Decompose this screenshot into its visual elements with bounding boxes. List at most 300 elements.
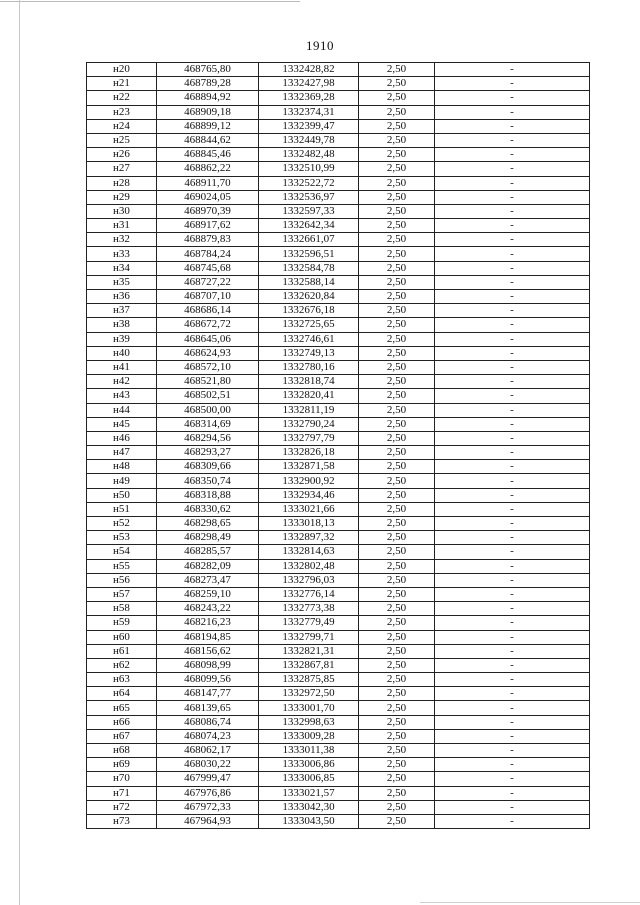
x-coordinate-cell: 468917,62 (157, 219, 259, 233)
point-id-cell: н29 (87, 190, 157, 204)
point-id-cell: н37 (87, 304, 157, 318)
table-row (87, 673, 590, 687)
accuracy-cell: 2,50 (359, 630, 435, 644)
y-coordinate-cell: 1332399,47 (259, 119, 359, 133)
y-coordinate-cell: 1332482,48 (259, 148, 359, 162)
point-id-cell: н26 (87, 148, 157, 162)
y-coordinate-cell: 1332510,99 (259, 162, 359, 176)
x-coordinate-cell: 468294,56 (157, 431, 259, 445)
table-row (87, 233, 590, 247)
point-id-cell: н51 (87, 502, 157, 516)
table-row (87, 502, 590, 516)
point-id-cell: н24 (87, 119, 157, 133)
y-coordinate-cell: 1332725,65 (259, 318, 359, 332)
accuracy-cell: 2,50 (359, 389, 435, 403)
point-id-cell: н50 (87, 488, 157, 502)
x-coordinate-cell: 468139,65 (157, 701, 259, 715)
x-coordinate-cell: 468909,18 (157, 105, 259, 119)
y-coordinate-cell: 1332588,14 (259, 275, 359, 289)
x-coordinate-cell: 467972,33 (157, 800, 259, 814)
y-coordinate-cell: 1332428,82 (259, 63, 359, 77)
point-id-cell: н48 (87, 460, 157, 474)
accuracy-cell: 2,50 (359, 77, 435, 91)
point-id-cell: н28 (87, 176, 157, 190)
point-id-cell: н71 (87, 786, 157, 800)
y-coordinate-cell: 1333021,66 (259, 502, 359, 516)
point-id-cell: н35 (87, 275, 157, 289)
accuracy-cell: 2,50 (359, 460, 435, 474)
accuracy-cell: 2,50 (359, 346, 435, 360)
x-coordinate-cell: 468099,56 (157, 673, 259, 687)
note-cell: - (435, 91, 590, 105)
point-id-cell: н52 (87, 517, 157, 531)
x-coordinate-cell: 468894,92 (157, 91, 259, 105)
note-cell: - (435, 247, 590, 261)
point-id-cell: н44 (87, 403, 157, 417)
accuracy-cell: 2,50 (359, 233, 435, 247)
x-coordinate-cell: 468789,28 (157, 77, 259, 91)
table-row (87, 687, 590, 701)
point-id-cell: н36 (87, 290, 157, 304)
x-coordinate-cell: 468572,10 (157, 360, 259, 374)
table-row (87, 261, 590, 275)
table-row (87, 758, 590, 772)
note-cell: - (435, 814, 590, 828)
note-cell: - (435, 701, 590, 715)
point-id-cell: н54 (87, 545, 157, 559)
accuracy-cell: 2,50 (359, 403, 435, 417)
y-coordinate-cell: 1332875,85 (259, 673, 359, 687)
point-id-cell: н20 (87, 63, 157, 77)
table-row (87, 587, 590, 601)
note-cell: - (435, 375, 590, 389)
table-row (87, 573, 590, 587)
x-coordinate-cell: 468243,22 (157, 602, 259, 616)
table-row (87, 772, 590, 786)
point-id-cell: н73 (87, 814, 157, 828)
point-id-cell: н60 (87, 630, 157, 644)
note-cell: - (435, 502, 590, 516)
x-coordinate-cell: 467976,86 (157, 786, 259, 800)
table-row (87, 460, 590, 474)
note-cell: - (435, 332, 590, 346)
y-coordinate-cell: 1332746,61 (259, 332, 359, 346)
y-coordinate-cell: 1333001,70 (259, 701, 359, 715)
point-id-cell: н33 (87, 247, 157, 261)
accuracy-cell: 2,50 (359, 573, 435, 587)
x-coordinate-cell: 468259,10 (157, 587, 259, 601)
point-id-cell: н66 (87, 715, 157, 729)
x-coordinate-cell: 468707,10 (157, 290, 259, 304)
accuracy-cell: 2,50 (359, 162, 435, 176)
accuracy-cell: 2,50 (359, 190, 435, 204)
accuracy-cell: 2,50 (359, 63, 435, 77)
point-id-cell: н46 (87, 431, 157, 445)
y-coordinate-cell: 1332900,92 (259, 474, 359, 488)
point-id-cell: н47 (87, 446, 157, 460)
x-coordinate-cell: 468844,62 (157, 133, 259, 147)
note-cell: - (435, 105, 590, 119)
bottom-scan-rule (420, 902, 640, 903)
point-id-cell: н69 (87, 758, 157, 772)
note-cell: - (435, 729, 590, 743)
accuracy-cell: 2,50 (359, 474, 435, 488)
accuracy-cell: 2,50 (359, 332, 435, 346)
accuracy-cell: 2,50 (359, 431, 435, 445)
accuracy-cell: 2,50 (359, 304, 435, 318)
y-coordinate-cell: 1332427,98 (259, 77, 359, 91)
accuracy-cell: 2,50 (359, 204, 435, 218)
note-cell: - (435, 460, 590, 474)
y-coordinate-cell: 1332780,16 (259, 360, 359, 374)
table-row (87, 304, 590, 318)
note-cell: - (435, 644, 590, 658)
accuracy-cell: 2,50 (359, 176, 435, 190)
table-row (87, 559, 590, 573)
note-cell: - (435, 360, 590, 374)
y-coordinate-cell: 1332818,74 (259, 375, 359, 389)
note-cell: - (435, 133, 590, 147)
table-row (87, 517, 590, 531)
accuracy-cell: 2,50 (359, 247, 435, 261)
x-coordinate-cell: 468298,65 (157, 517, 259, 531)
x-coordinate-cell: 468156,62 (157, 644, 259, 658)
y-coordinate-cell: 1332897,32 (259, 531, 359, 545)
table-row (87, 431, 590, 445)
x-coordinate-cell: 467964,93 (157, 814, 259, 828)
x-coordinate-cell: 468521,80 (157, 375, 259, 389)
table-row (87, 715, 590, 729)
accuracy-cell: 2,50 (359, 814, 435, 828)
accuracy-cell: 2,50 (359, 715, 435, 729)
table-row (87, 744, 590, 758)
point-id-cell: н42 (87, 375, 157, 389)
note-cell: - (435, 431, 590, 445)
point-id-cell: н70 (87, 772, 157, 786)
note-cell: - (435, 559, 590, 573)
point-id-cell: н49 (87, 474, 157, 488)
note-cell: - (435, 673, 590, 687)
x-coordinate-cell: 468298,49 (157, 531, 259, 545)
y-coordinate-cell: 1332934,46 (259, 488, 359, 502)
accuracy-cell: 2,50 (359, 786, 435, 800)
accuracy-cell: 2,50 (359, 772, 435, 786)
accuracy-cell: 2,50 (359, 545, 435, 559)
point-id-cell: н39 (87, 332, 157, 346)
x-coordinate-cell: 468745,68 (157, 261, 259, 275)
table-row (87, 219, 590, 233)
point-id-cell: н30 (87, 204, 157, 218)
x-coordinate-cell: 468330,62 (157, 502, 259, 516)
note-cell: - (435, 304, 590, 318)
accuracy-cell: 2,50 (359, 587, 435, 601)
point-id-cell: н40 (87, 346, 157, 360)
note-cell: - (435, 587, 590, 601)
point-id-cell: н58 (87, 602, 157, 616)
y-coordinate-cell: 1332998,63 (259, 715, 359, 729)
table-row (87, 105, 590, 119)
table-row (87, 658, 590, 672)
page-number: 1910 (306, 38, 334, 53)
x-coordinate-cell: 468502,51 (157, 389, 259, 403)
accuracy-cell: 2,50 (359, 119, 435, 133)
table-row (87, 133, 590, 147)
y-coordinate-cell: 1332790,24 (259, 417, 359, 431)
accuracy-cell: 2,50 (359, 729, 435, 743)
point-id-cell: н65 (87, 701, 157, 715)
x-coordinate-cell: 468318,88 (157, 488, 259, 502)
accuracy-cell: 2,50 (359, 616, 435, 630)
y-coordinate-cell: 1333042,30 (259, 800, 359, 814)
point-id-cell: н55 (87, 559, 157, 573)
y-coordinate-cell: 1332584,78 (259, 261, 359, 275)
y-coordinate-cell: 1333009,28 (259, 729, 359, 743)
table-row (87, 446, 590, 460)
y-coordinate-cell: 1332536,97 (259, 190, 359, 204)
point-id-cell: н67 (87, 729, 157, 743)
note-cell: - (435, 744, 590, 758)
y-coordinate-cell: 1332972,50 (259, 687, 359, 701)
accuracy-cell: 2,50 (359, 375, 435, 389)
point-id-cell: н41 (87, 360, 157, 374)
y-coordinate-cell: 1332449,78 (259, 133, 359, 147)
y-coordinate-cell: 1332374,31 (259, 105, 359, 119)
y-coordinate-cell: 1332826,18 (259, 446, 359, 460)
point-id-cell: н53 (87, 531, 157, 545)
note-cell: - (435, 148, 590, 162)
note-cell: - (435, 77, 590, 91)
x-coordinate-cell: 468074,23 (157, 729, 259, 743)
note-cell: - (435, 219, 590, 233)
x-coordinate-cell: 468147,77 (157, 687, 259, 701)
y-coordinate-cell: 1332820,41 (259, 389, 359, 403)
note-cell: - (435, 545, 590, 559)
table-row (87, 800, 590, 814)
y-coordinate-cell: 1333011,38 (259, 744, 359, 758)
table-row (87, 644, 590, 658)
note-cell: - (435, 531, 590, 545)
y-coordinate-cell: 1333006,86 (259, 758, 359, 772)
note-cell: - (435, 346, 590, 360)
coordinates-table (86, 62, 590, 829)
y-coordinate-cell: 1332821,31 (259, 644, 359, 658)
x-coordinate-cell: 468030,22 (157, 758, 259, 772)
table-row (87, 290, 590, 304)
accuracy-cell: 2,50 (359, 261, 435, 275)
table-row (87, 786, 590, 800)
y-coordinate-cell: 1332642,34 (259, 219, 359, 233)
accuracy-cell: 2,50 (359, 91, 435, 105)
y-coordinate-cell: 1332799,71 (259, 630, 359, 644)
note-cell: - (435, 488, 590, 502)
table-row (87, 247, 590, 261)
point-id-cell: н45 (87, 417, 157, 431)
table-row (87, 148, 590, 162)
x-coordinate-cell: 468062,17 (157, 744, 259, 758)
table-row (87, 814, 590, 828)
y-coordinate-cell: 1332522,72 (259, 176, 359, 190)
y-coordinate-cell: 1332676,18 (259, 304, 359, 318)
accuracy-cell: 2,50 (359, 290, 435, 304)
y-coordinate-cell: 1332797,79 (259, 431, 359, 445)
accuracy-cell: 2,50 (359, 517, 435, 531)
y-coordinate-cell: 1332796,03 (259, 573, 359, 587)
point-id-cell: н59 (87, 616, 157, 630)
note-cell: - (435, 786, 590, 800)
y-coordinate-cell: 1333043,50 (259, 814, 359, 828)
table-row (87, 630, 590, 644)
y-coordinate-cell: 1332596,51 (259, 247, 359, 261)
table-row (87, 729, 590, 743)
table-row (87, 417, 590, 431)
accuracy-cell: 2,50 (359, 275, 435, 289)
accuracy-cell: 2,50 (359, 644, 435, 658)
table-row (87, 318, 590, 332)
table-row (87, 204, 590, 218)
accuracy-cell: 2,50 (359, 502, 435, 516)
table-row (87, 403, 590, 417)
note-cell: - (435, 800, 590, 814)
accuracy-cell: 2,50 (359, 800, 435, 814)
x-coordinate-cell: 468879,83 (157, 233, 259, 247)
left-scan-rule (19, 0, 20, 905)
note-cell: - (435, 772, 590, 786)
accuracy-cell: 2,50 (359, 758, 435, 772)
accuracy-cell: 2,50 (359, 219, 435, 233)
y-coordinate-cell: 1333021,57 (259, 786, 359, 800)
x-coordinate-cell: 468899,12 (157, 119, 259, 133)
table-row (87, 545, 590, 559)
note-cell: - (435, 318, 590, 332)
note-cell: - (435, 119, 590, 133)
y-coordinate-cell: 1332597,33 (259, 204, 359, 218)
table-row (87, 616, 590, 630)
point-id-cell: н25 (87, 133, 157, 147)
y-coordinate-cell: 1332749,13 (259, 346, 359, 360)
point-id-cell: н61 (87, 644, 157, 658)
table-row (87, 275, 590, 289)
note-cell: - (435, 290, 590, 304)
point-id-cell: н38 (87, 318, 157, 332)
note-cell: - (435, 630, 590, 644)
accuracy-cell: 2,50 (359, 360, 435, 374)
note-cell: - (435, 602, 590, 616)
accuracy-cell: 2,50 (359, 602, 435, 616)
x-coordinate-cell: 468686,14 (157, 304, 259, 318)
y-coordinate-cell: 1332661,07 (259, 233, 359, 247)
accuracy-cell: 2,50 (359, 105, 435, 119)
table-row (87, 63, 590, 77)
x-coordinate-cell: 468086,74 (157, 715, 259, 729)
x-coordinate-cell: 468911,70 (157, 176, 259, 190)
y-coordinate-cell: 1332871,58 (259, 460, 359, 474)
y-coordinate-cell: 1332369,28 (259, 91, 359, 105)
accuracy-cell: 2,50 (359, 446, 435, 460)
y-coordinate-cell: 1332776,14 (259, 587, 359, 601)
accuracy-cell: 2,50 (359, 673, 435, 687)
accuracy-cell: 2,50 (359, 318, 435, 332)
note-cell: - (435, 616, 590, 630)
x-coordinate-cell: 468645,06 (157, 332, 259, 346)
note-cell: - (435, 389, 590, 403)
note-cell: - (435, 446, 590, 460)
table-row (87, 488, 590, 502)
accuracy-cell: 2,50 (359, 133, 435, 147)
point-id-cell: н21 (87, 77, 157, 91)
table-row (87, 701, 590, 715)
x-coordinate-cell: 468727,22 (157, 275, 259, 289)
x-coordinate-cell: 468784,24 (157, 247, 259, 261)
y-coordinate-cell: 1333006,85 (259, 772, 359, 786)
accuracy-cell: 2,50 (359, 531, 435, 545)
x-coordinate-cell: 468314,69 (157, 417, 259, 431)
y-coordinate-cell: 1332779,49 (259, 616, 359, 630)
x-coordinate-cell: 469024,05 (157, 190, 259, 204)
point-id-cell: н23 (87, 105, 157, 119)
accuracy-cell: 2,50 (359, 488, 435, 502)
x-coordinate-cell: 468862,22 (157, 162, 259, 176)
table-row (87, 332, 590, 346)
accuracy-cell: 2,50 (359, 744, 435, 758)
note-cell: - (435, 261, 590, 275)
x-coordinate-cell: 468285,57 (157, 545, 259, 559)
y-coordinate-cell: 1332867,81 (259, 658, 359, 672)
point-id-cell: н32 (87, 233, 157, 247)
table-row (87, 190, 590, 204)
point-id-cell: н62 (87, 658, 157, 672)
point-id-cell: н68 (87, 744, 157, 758)
y-coordinate-cell: 1332773,38 (259, 602, 359, 616)
y-coordinate-cell: 1332811,19 (259, 403, 359, 417)
x-coordinate-cell: 468350,74 (157, 474, 259, 488)
table-row (87, 375, 590, 389)
note-cell: - (435, 573, 590, 587)
top-scan-rule (0, 1, 300, 2)
coordinates-table-body (87, 63, 590, 829)
x-coordinate-cell: 468970,39 (157, 204, 259, 218)
x-coordinate-cell: 468309,66 (157, 460, 259, 474)
point-id-cell: н27 (87, 162, 157, 176)
accuracy-cell: 2,50 (359, 701, 435, 715)
note-cell: - (435, 715, 590, 729)
note-cell: - (435, 63, 590, 77)
x-coordinate-cell: 468672,72 (157, 318, 259, 332)
x-coordinate-cell: 468098,99 (157, 658, 259, 672)
point-id-cell: н64 (87, 687, 157, 701)
note-cell: - (435, 758, 590, 772)
x-coordinate-cell: 468624,93 (157, 346, 259, 360)
table-row (87, 474, 590, 488)
y-coordinate-cell: 1333018,13 (259, 517, 359, 531)
accuracy-cell: 2,50 (359, 559, 435, 573)
point-id-cell: н22 (87, 91, 157, 105)
note-cell: - (435, 275, 590, 289)
table-row (87, 119, 590, 133)
note-cell: - (435, 190, 590, 204)
y-coordinate-cell: 1332802,48 (259, 559, 359, 573)
note-cell: - (435, 204, 590, 218)
table-row (87, 176, 590, 190)
point-id-cell: н34 (87, 261, 157, 275)
x-coordinate-cell: 468282,09 (157, 559, 259, 573)
accuracy-cell: 2,50 (359, 687, 435, 701)
note-cell: - (435, 176, 590, 190)
table-row (87, 389, 590, 403)
y-coordinate-cell: 1332620,84 (259, 290, 359, 304)
table-row (87, 531, 590, 545)
table-row (87, 346, 590, 360)
table-row (87, 360, 590, 374)
